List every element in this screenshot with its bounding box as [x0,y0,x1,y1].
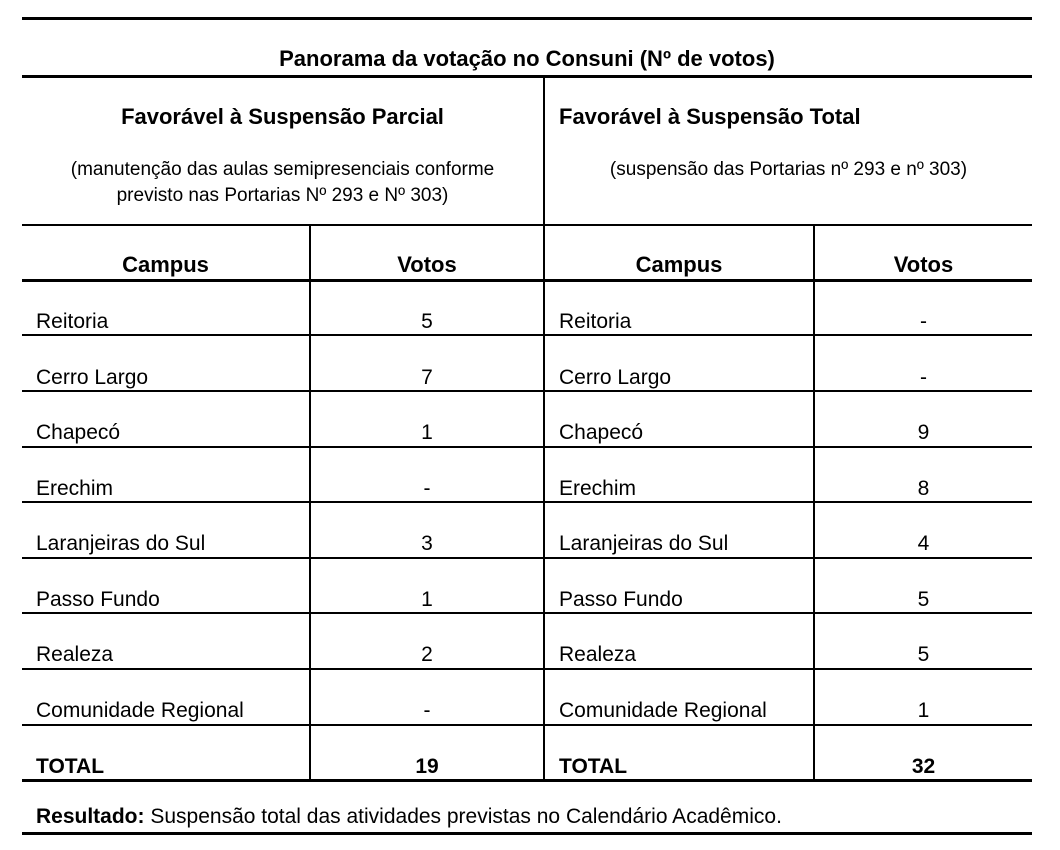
group-description-line: (manutenção das aulas semipresenciais conforme [70,159,495,180]
votes-cell: 5 [917,643,930,666]
column-header-campus: Campus [122,252,209,277]
campus-cell: Realeza [36,643,114,666]
votes-cell: 3 [421,532,433,555]
campus-cell: Passo Fundo [36,588,160,611]
group-description-partial [22,157,543,209]
campus-cell: Chapecó [559,421,644,444]
left-column-divider [309,224,311,782]
campus-cell: Comunidade Regional [36,699,244,722]
votes-cell: 5 [917,588,930,611]
total-rule [22,779,1032,782]
campus-cell: Reitoria [36,310,109,333]
campus-cell: Cerro Largo [36,366,149,389]
total-label: TOTAL [36,755,105,778]
campus-cell: Passo Fundo [559,588,683,611]
row-rule [22,668,1032,670]
campus-cell: Realeza [559,643,637,666]
votes-cell: 1 [421,588,433,611]
votes-cell: 5 [421,310,433,333]
header-rule [22,224,1032,226]
row-rule [22,724,1032,726]
campus-cell: Comunidade Regional [559,699,767,722]
votes-cell: 7 [421,366,433,389]
row-rule [22,612,1032,614]
bottom-rule [22,832,1032,835]
total-label: TOTAL [559,755,628,778]
campus-cell: Laranjeiras do Sul [36,532,206,555]
row-rule [22,557,1032,559]
row-rule [22,334,1032,336]
column-header-votos: Votos [893,252,954,277]
group-description-line: (suspensão das Portarias nº 293 e nº 303) [609,159,968,180]
votes-cell: 4 [917,532,930,555]
group-description-total [545,157,1032,183]
campus-cell: Erechim [559,477,637,500]
result-line [36,806,782,827]
campus-cell: Chapecó [36,421,121,444]
row-rule [22,390,1032,392]
colhead-rule [22,279,1032,282]
group-title-partial: Favorável à Suspensão Parcial [121,104,444,129]
row-rule [22,501,1032,503]
column-header-campus: Campus [635,252,723,277]
campus-cell: Erechim [36,477,114,500]
votes-cell: - [920,310,927,333]
campus-cell: Laranjeiras do Sul [559,532,729,555]
result-text: Suspensão total das atividades previstas no Calendário Acadêmico. [144,805,782,828]
column-header-votos: Votos [397,252,457,277]
top-rule [22,17,1032,20]
votes-cell: - [423,699,431,722]
votes-cell: 9 [917,421,930,444]
total-value: 32 [911,755,936,778]
votes-cell: 1 [917,699,930,722]
campus-cell: Cerro Largo [559,366,672,389]
total-value: 19 [415,755,439,778]
group-description-line: previsto nas Portarias Nº 293 e Nº 303) [116,185,449,206]
group-title-total: Favorável à Suspensão Total [559,104,861,129]
votes-cell: - [423,477,431,500]
right-column-divider [813,224,815,782]
votes-cell: 8 [917,477,930,500]
campus-cell: Reitoria [559,310,632,333]
title-rule [22,75,1032,78]
votes-cell: 1 [421,421,433,444]
row-rule [22,446,1032,448]
votes-cell: 2 [421,643,433,666]
table-title: Panorama da votação no Consuni (Nº de votos) [279,46,775,71]
votes-cell: - [920,366,927,389]
result-label: Resultado: [36,805,145,828]
